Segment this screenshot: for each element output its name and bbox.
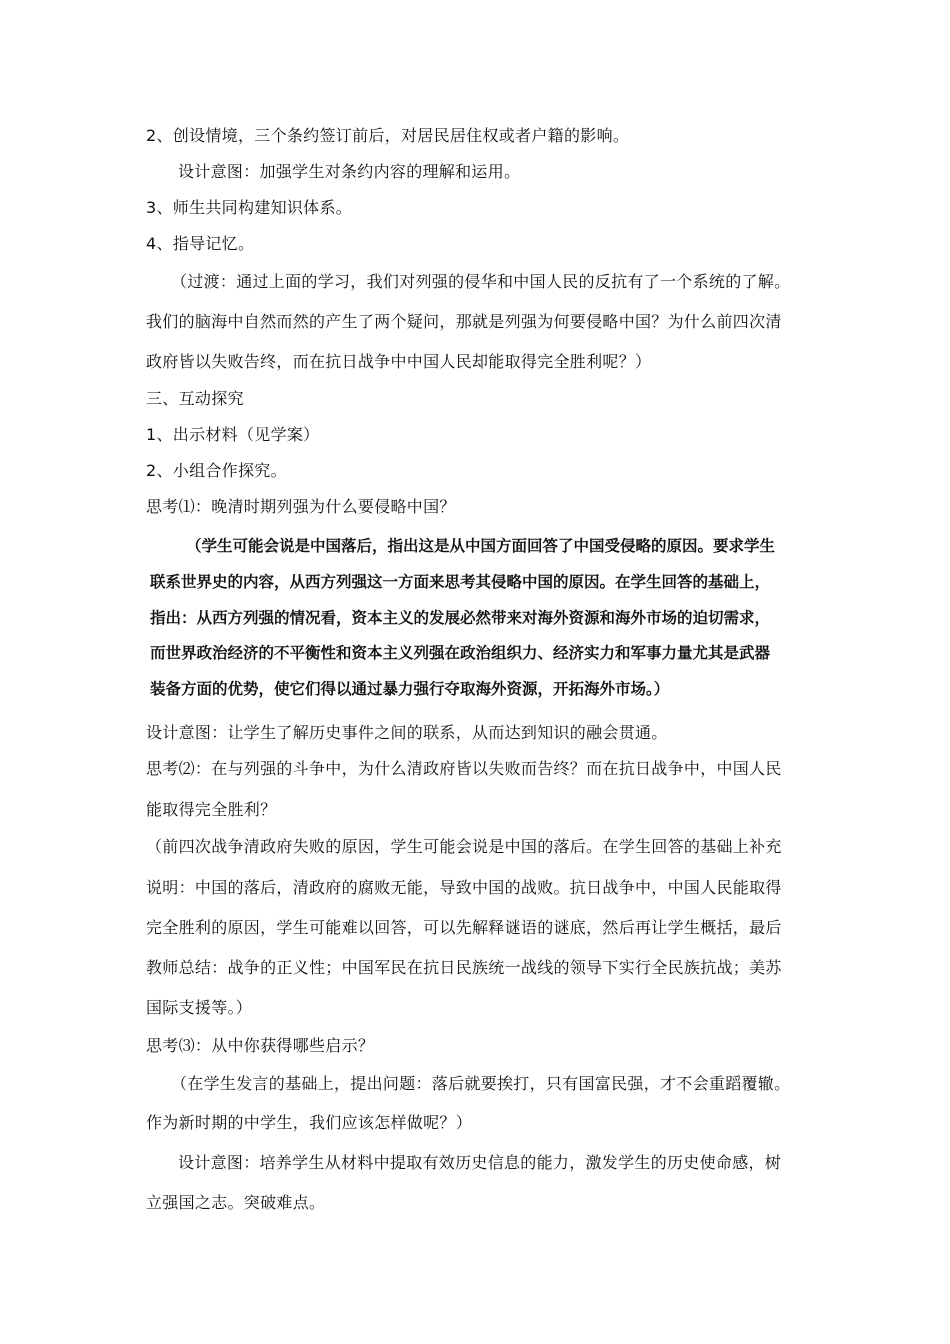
- paragraph-line: 国际支援等。）: [146, 998, 253, 1017]
- paragraph-line: 我们的脑海中自然而然的产生了两个疑问，那就是列强为何要侵略中国？为什么前四次清: [146, 312, 782, 331]
- section-heading: 三、互动探究: [146, 389, 244, 408]
- paragraph-line: 3、师生共同构建知识体系。: [146, 198, 353, 217]
- paragraph-line: 4、指导记忆。: [146, 234, 255, 253]
- paragraph-line: （在学生发言的基础上，提出问题：落后就要挨打，只有国富民强，才不会重蹈覆辙。: [171, 1074, 791, 1093]
- paragraph-line: （过渡：通过上面的学习，我们对列强的侵华和中国人民的反抗有了一个系统的了解。: [171, 272, 791, 291]
- question-line: 思考⑶：从中你获得哪些启示？: [146, 1036, 375, 1055]
- paragraph-line: 完全胜利的原因，学生可能难以回答，可以先解释谜语的谜底，然后再让学生概括，最后: [146, 918, 782, 937]
- answer-line: 联系世界史的内容，从西方列强这一方面来思考其侵略中国的原因。在学生回答的基础上，: [150, 573, 771, 591]
- paragraph-line: （前四次战争清政府失败的原因，学生可能会说是中国的落后。在学生回答的基础上补充: [146, 837, 782, 856]
- paragraph-line: 教师总结：战争的正义性；中国军民在抗日民族统一战线的领导下实行全民族抗战；美苏: [146, 958, 782, 977]
- answer-line: 而世界政治经济的不平衡性和资本主义列强在政治组织力、经济实力和军事力量尤其是武器: [150, 644, 771, 662]
- paragraph-line: 2、小组合作探究。: [146, 461, 287, 480]
- paragraph-line: 政府皆以失败告终，而在抗日战争中中国人民却能取得完全胜利呢？）: [146, 352, 652, 371]
- answer-line: 指出：从西方列强的情况看，资本主义的发展必然带来对海外资源和海外市场的迫切需求，: [150, 609, 771, 627]
- design-intent-line: 设计意图：培养学生从材料中提取有效历史信息的能力，激发学生的历史使命感，树: [178, 1153, 782, 1172]
- paragraph-line: 2、创设情境，三个条约签订前后，对居民居住权或者户籍的影响。: [146, 126, 630, 145]
- answer-line: 装备方面的优势，使它们得以通过暴力强行夺取海外资源，开拓海外市场。）: [150, 680, 670, 698]
- paragraph-line: 1、出示材料（见学案）: [146, 425, 320, 444]
- paragraph-line: 作为新时期的中学生，我们应该怎样做呢？）: [146, 1113, 473, 1132]
- design-intent-line: 设计意图：让学生了解历史事件之间的联系，从而达到知识的融会贯通。: [146, 723, 668, 742]
- answer-line: （学生可能会说是中国落后，指出这是从中国方面回答了中国受侵略的原因。要求学生: [186, 537, 776, 555]
- paragraph-line: 说明：中国的落后，清政府的腐败无能，导致中国的战败。抗日战争中，中国人民能取得: [146, 878, 782, 897]
- paragraph-line: 立强国之志。突破难点。: [146, 1193, 326, 1212]
- design-intent-line: 设计意图：加强学生对条约内容的理解和运用。: [178, 162, 521, 181]
- question-line: 思考⑴：晚清时期列强为什么要侵略中国？: [146, 497, 456, 516]
- question-line: 能取得完全胜利？: [146, 800, 277, 819]
- question-line: 思考⑵：在与列强的斗争中，为什么清政府皆以失败而告终？而在抗日战争中，中国人民: [146, 759, 782, 778]
